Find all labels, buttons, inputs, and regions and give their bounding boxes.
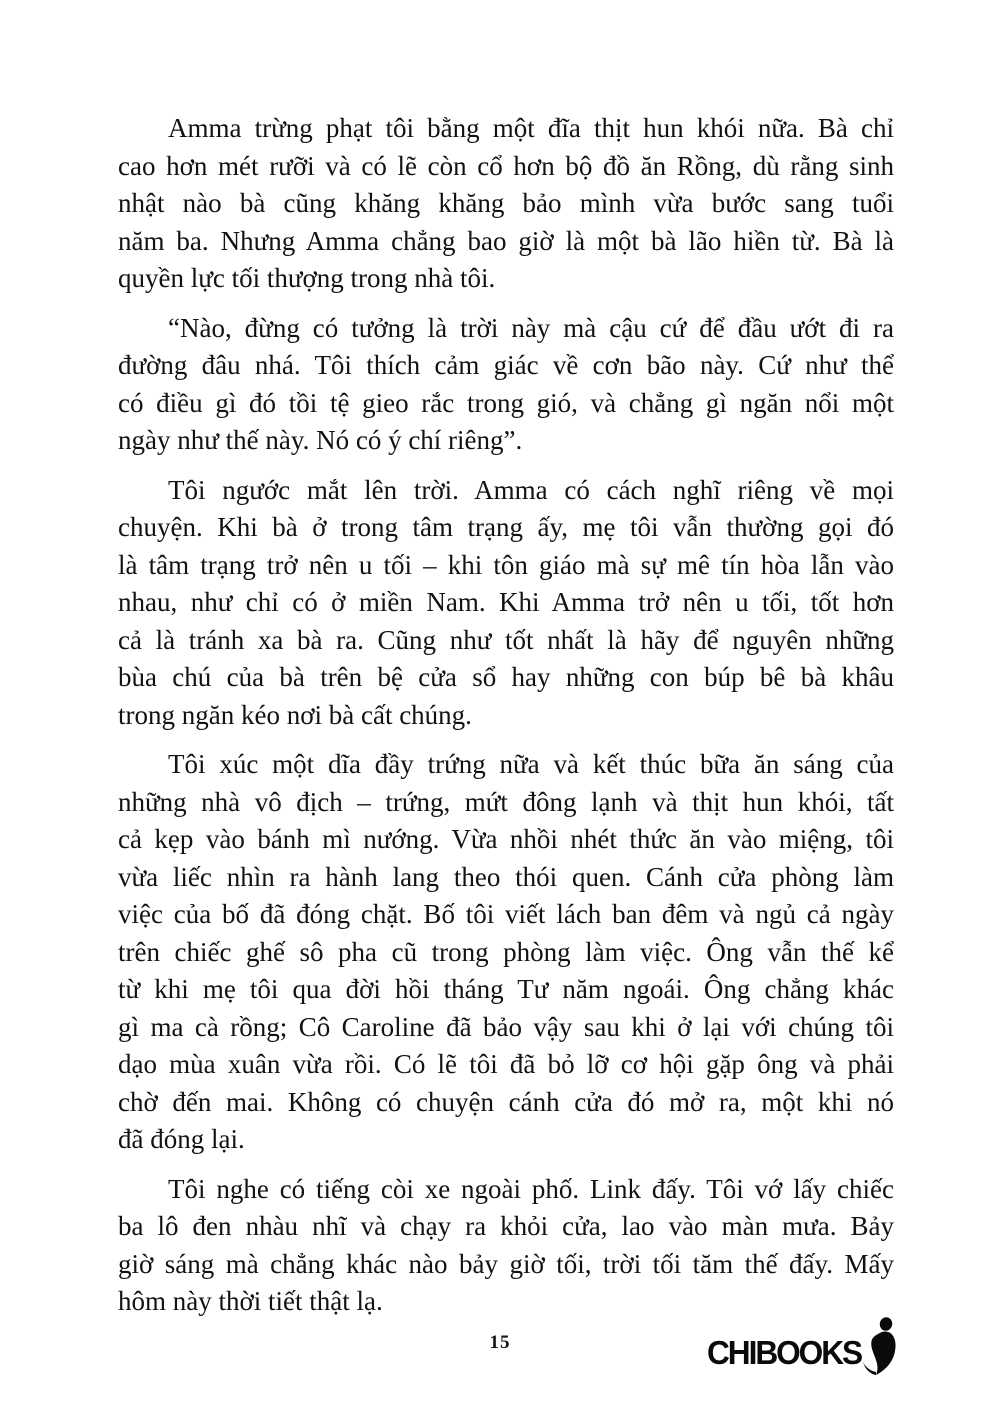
text-line: là tâm trạng trở nên u tối – khi tôn giáo mà sự mê tín hòa lẫn vào: [118, 549, 894, 580]
text-line: ba lô đen nhàu nhĩ và chạy ra khỏi cửa, lao vào màn mưa. Bảy: [118, 1211, 894, 1241]
text-line: những nhà vô địch – trứng, mứt đông lạnh và thịt hun khói, tất: [118, 786, 894, 817]
text-line: Amma trừng phạt tôi bằng một đĩa thịt hun khói nữa. Bà chỉ: [168, 113, 894, 143]
text-line: Tôi nghe có tiếng còi xe ngoài phố. Link đấy. Tôi vớ lấy chiếc: [168, 1173, 894, 1204]
text-line: đã đóng lại.: [118, 1124, 245, 1154]
publisher-logo: [706, 1324, 902, 1382]
text-line: dạo mùa xuân vừa rồi. Có lẽ tôi đã bỏ lỡ cơ hội gặp ông và phải: [118, 1049, 894, 1079]
publisher-logo-text: CHIBOOKS: [706, 1333, 861, 1372]
text-line: từ khi mẹ tôi qua đời hồi tháng Tư năm ngoái. Ông chẳng khác: [118, 974, 894, 1004]
text-line: cả kẹp vào bánh mì nướng. Vừa nhồi nhét thức ăn vào miệng, tôi: [118, 824, 894, 854]
text-line: chờ đến mai. Không có chuyện cánh cửa đó mở ra, một khi nó: [118, 1086, 894, 1117]
text-line: nhật nào bà cũng khăng khăng bảo mình vừa bước sang tuổi: [118, 188, 894, 218]
paragraph: [118, 746, 894, 1159]
text-line: quyền lực tối thượng trong nhà tôi.: [118, 263, 496, 293]
text-line: “Nào, đừng có tưởng là trời này mà cậu cứ để đầu ướt đi ra: [168, 312, 894, 343]
text-line: giờ sáng mà chẳng khác nào bảy giờ tối, trời tối tăm thế đấy. Mấy: [118, 1248, 894, 1279]
text-line: cao hơn mét rưỡi và có lẽ còn cổ hơn bộ đồ ăn Rồng, dù rằng sinh: [118, 150, 894, 181]
text-line: đường đâu nhá. Tôi thích cảm giác về cơn bão này. Cứ như thể: [118, 350, 894, 380]
paragraph: [118, 310, 894, 460]
text-line: trong ngăn kéo nơi bà cất chúng.: [118, 699, 472, 730]
text-line: cả là tránh xa bà ra. Cũng như tốt nhất là hãy để nguyên những: [118, 624, 894, 655]
text-line: năm ba. Nhưng Amma chẳng bao giờ là một bà lão hiền từ. Bà là: [118, 225, 894, 256]
text-line: Tôi ngước mắt lên trời. Amma có cách nghĩ riêng về mọi: [168, 474, 894, 505]
text-line: bùa chú của bà trên bệ cửa sổ hay những con búp bê bà khâu: [118, 662, 894, 692]
text-line: Tôi xúc một dĩa đầy trứng nữa và kết thúc bữa ăn sáng của: [168, 749, 894, 779]
text-line: gì ma cà rồng; Cô Caroline đã bảo vậy sau khi ở lại với chúng tôi: [118, 1011, 894, 1042]
paragraph: [118, 110, 894, 298]
body-text: [118, 110, 894, 1321]
text-line: nhau, như chỉ có ở miền Nam. Khi Amma trở nên u tối, tốt hơn: [118, 587, 894, 617]
text-line: trên chiếc ghế sô pha cũ trong phòng làm việc. Ông vẫn thế kể: [118, 936, 894, 967]
text-line: hôm này thời tiết thật lạ.: [118, 1286, 383, 1316]
paragraph: [118, 1171, 894, 1321]
page-number: 15: [489, 1332, 511, 1353]
text-line: có điều gì đó tồi tệ gieo rắc trong gió, và chẳng gì ngăn nổi một: [118, 387, 894, 418]
text-line: việc của bố đã đóng chặt. Bố tôi viết lách ban đêm và ngủ cả ngày: [118, 899, 894, 929]
text-line: chuyện. Khi bà ở trong tâm trạng ấy, mẹ tôi vẫn thường gọi đó: [118, 512, 894, 542]
text-line: vừa liếc nhìn ra hành lang theo thói quen. Cánh cửa phòng làm: [118, 861, 894, 892]
leaf-figure-icon: [862, 1316, 902, 1383]
text-line: ngày như thế này. Nó có ý chí riêng”.: [118, 425, 523, 455]
paragraph: [118, 472, 894, 735]
